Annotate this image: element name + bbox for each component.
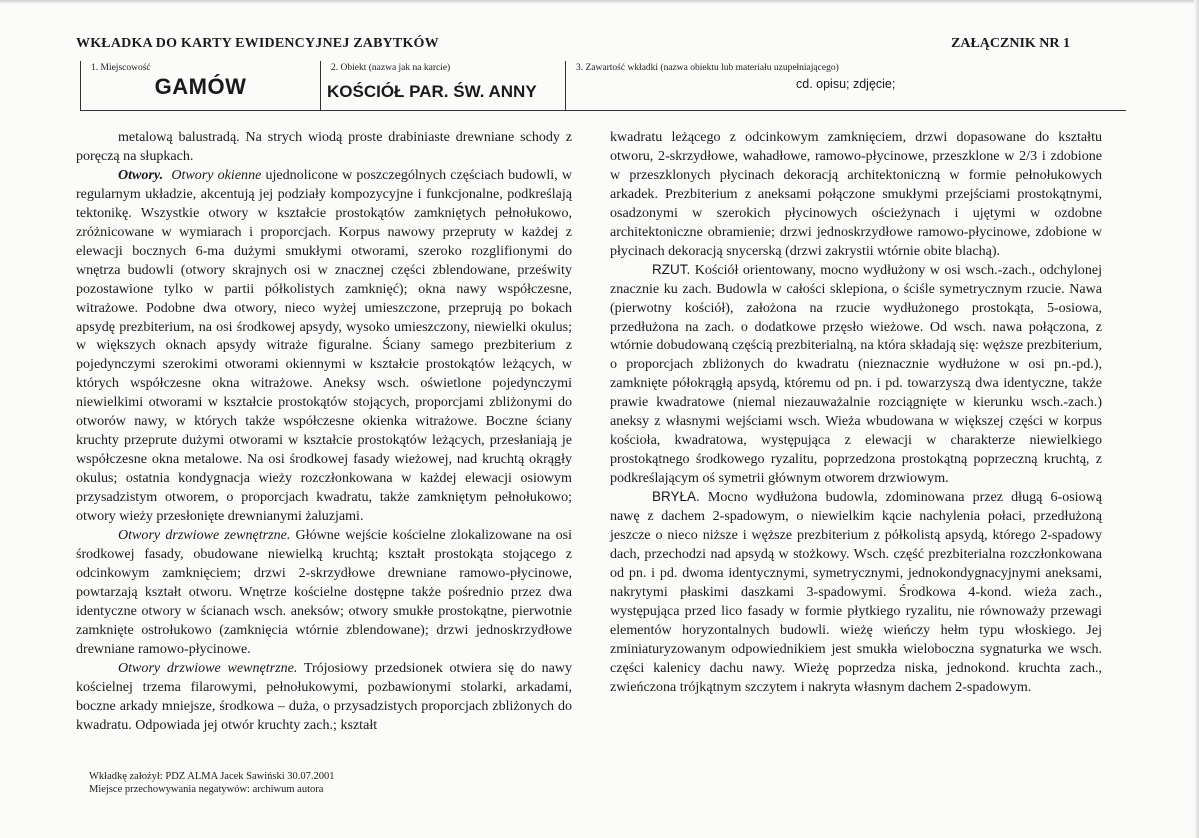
field-object <box>320 61 566 111</box>
left-paragraph-1 <box>76 128 572 166</box>
right-p2-text: Kościół orientowany, mocno wydłużony w osi wsch.-zach., odchylonej znacznie ku zach. Budowla w całości sklepiona, o ściśle symetrycznym rzucie. Nawa (pierwotny kościół), założona na rzucie wydłużonego prostokąta, 5-osiowa, przedłużona na zach. o dodatkowe przęsło wieżowe. Od wsch. nawa połączona, z wtórnie dobudowaną częścią prezbiterialną, na która składają się: węższe prezbiterium, o proporcjach zbliżonych do kwadratu (nieznacznie wydłużone w osi pn.-pd.), zamknięte półokrągłą apsydą, któremu od pn. i pd. towarzyszą dwa identyczne, także prawie kwadratowe (niemal niezauważalnie rozciągnięte w kierunku wsch.-zach.) aneksy z własnymi wejściami wsch. Wieża wbudowana w większej części w korpus kościoła, kwadratowa, występująca z elewacji w charakterze niewielkiego prostokątnego środkowego ryzalitu, poprzedzona prostokątną poprzeczną kruchtą, z podkreślającym oś symetrii głównym otworem drzwiowym. <box>610 261 1102 487</box>
left-paragraph-4 <box>76 659 572 735</box>
right-paragraph-2 <box>610 261 1102 488</box>
field-object-value: KOŚCIÓŁ PAR. ŚW. ANNY <box>327 82 537 101</box>
left-paragraph-3 <box>76 526 572 659</box>
left-p4-lead: Otwory drzwiowe wewnętrzne. <box>118 659 298 676</box>
right-text-column <box>610 128 1102 697</box>
right-p2-lead: RZUT. <box>652 261 691 277</box>
left-p2-lead2: Otwory okienne <box>171 166 262 183</box>
appendix-label: ZAŁĄCZNIK NR 1 <box>951 36 1071 51</box>
footer-author: Wkładkę założył: PDZ ALMA Jacek Sawiński 30.07.2001 <box>89 771 335 782</box>
left-text-column <box>76 128 572 735</box>
right-p3-text: Mocno wydłużona budowla, zdominowana przez długą 6-osiową nawę z dachem 2-spadowym, o niewielkim kącie nachylenia połaci, przedłużoną jeszcze o nieco niższe i węższe prezbiterium z półkolistą apsydą, którego 2-spadowy dach, przechodzi nad apsydą w stożkowy. Wsch. część prezbiterialna rozczłonkowana od pn. i pd. dwoma identycznymi, symetrycznymi, jednokondygnacyjnymi aneksami, nakrytymi płaskimi daszkami 3-spadowymi. Środkowa 4-kond. wieża zach., występująca przed lico fasady w formie płytkiego ryzalitu, nie równoważy przewagi elementów horyzontalnych budowli. wieżę wieńczy hełm typu włoskiego. Jej zminiaturyzowanym odpowiednikiem jest smukła wieloboczna sygnaturka we wsch. części kalenicy dachu nawy. Wieżę poprzedza niska, jednokond. kruchta zach., zwieńczona trójkątnym szczytem i nakryta własnym dachem 2-spadowym. <box>610 489 1102 695</box>
left-p3-lead: Otwory drzwiowe zewnętrzne. <box>118 527 291 544</box>
right-p1-text: kwadratu leżącego z odcinkowym zamknięciem, drzwi dopasowane do kształtu otworu, 2-skrzydłowe, wahadłowe, ramowo-płycinowe, przeszklone w 2/3 i zdobione w przeszklonych płycinach dekoracją architektoniczną w formie pełnołukowych arkadek. Prezbiterium z aneksami połączone smukłymi przejściami prostokątnymi, osadzonymi w szerokich płycinowych ościeżynach i ujętymi w ozdobne architektoniczne obramienie; drzwi jednoskrzydłowe ramowo-płycinowe, zdobione w płycinach dekoracją snycerską (drzwi zakrystii wtórnie obite blachą). <box>610 129 1102 259</box>
field-content <box>566 61 1126 111</box>
left-p4-text: Trójosiowy przedsionek otwiera się do nawy kościelnej trzema filarowymi, pełnołukowymi, pozbawionymi stolarki, arkadami, boczne arkady mniejsze, środkowa – duża, o przysadzistych proporcjach zbliżonych do kwadratu. Odpowiada jej otwór kruchty zach.; kształt <box>76 659 573 733</box>
document-title: WKŁADKA DO KARTY EWIDENCYJNEJ ZABYTKÓW <box>76 36 439 51</box>
left-p3-text: Główne wejście kościelne zlokalizowane na osi środkowej fasady, obudowane niewielką kruchtą; kształt prostokąta stojącego z odcinkowym zamknięciem; drzwi 2-skrzydłowe drewniane ramowo-płycinowe, powtarzają kształt otworu. Wnętrze kościelne dostępne także pośrednio przez dwa identyczne otwory w ścianach wsch. aneksów; otwory smukłe prostokątne, pierwotnie zamknięte ostrołukowo (zamknięcia wtórnie zblendowane); drzwi jednoskrzydłowe drewniane ramowo-płycinowe. <box>76 527 572 657</box>
field-object-label: 2. Obiekt (nazwa jak na karcie) <box>331 63 451 73</box>
scan-edge-right <box>1194 0 1199 838</box>
left-paragraph-2 <box>76 166 572 526</box>
right-paragraph-1 <box>610 128 1102 261</box>
scan-edge-top <box>0 0 1199 4</box>
field-locality-label: 1. Miejscowość <box>91 63 151 73</box>
field-content-label: 3. Zawartość wkładki (nazwa obiektu lub materiału uzupełniającego) <box>576 63 839 73</box>
right-paragraph-3 <box>610 488 1102 696</box>
left-p1-text: metalową balustradą. Na strych wiodą proste drabiniaste drewniane schody z poręczą na słupkach. <box>76 129 572 164</box>
left-p2-text: ujednolicone w poszczególnych częściach budowli, w regularnym układzie, akcentują jej podziały kompozycyjne i funkcjonalne, podkreślają tektonikę. Wszystkie otwory w kształcie prostokątów zamkniętych pełnołukowo, zróżnicowane w wymiarach i proporcjach. Korpus nawowy przepruty w każdej z elewacji bocznych 6-ma dużymi smukłymi otworami, szeroko rozglifionymi do wnętrza budowli (otwory skrajnych osi w znacznej części zblendowane, prześwity pozostawione tylko w partii półkolistych zamknięć); okna nawy współczesne, witrażowe. Podobne dwa otwory, nieco wyżej umieszczone, przeprują po bokach apsydę prezbiterium, na osi środkowej apsydy, wysoko umieszczony, niewielki okulus; w większych oknach apsydy witraże figuralne. Ściany samego prezbiterium z pojedynczymi szerokimi otworami okiennymi w kształcie prostokątów leżących, w których współczesne okna witrażowe. Aneksy wsch. oświetlone pojedynczymi niewielkimi otworami w kształcie prostokątów stojących, proporcjami zbliżonymi do otworów nawy, w których także współczesne okienka witrażowe. Boczne ściany kruchty przeprute dużymi otworami w kształcie prostokątów leżących, przesłaniają je współczesne okna metalowe. Na osi środkowej fasady wieżowej, nad kruchtą okrągły okulus; ostatnia kondygnacja wieży rozczłonkowana w każdej elewacji osiowym przysadzistym otworem, o proporcjach kwadratu, także zamkniętym pełnołukowo; otwory wieży przesłonięte drewnianymi żaluzjami. <box>76 166 572 525</box>
footer-archive: Miejsce przechowywania negatywów: archiwum autora <box>89 784 324 795</box>
left-p2-lead: Otwory. <box>118 166 164 183</box>
field-locality-value: GAMÓW <box>154 74 247 99</box>
right-p3-lead: BRYŁA. <box>652 489 700 505</box>
field-locality <box>80 61 320 111</box>
footer <box>89 770 335 796</box>
field-content-value: cd. opisu; zdjęcie; <box>796 77 896 91</box>
